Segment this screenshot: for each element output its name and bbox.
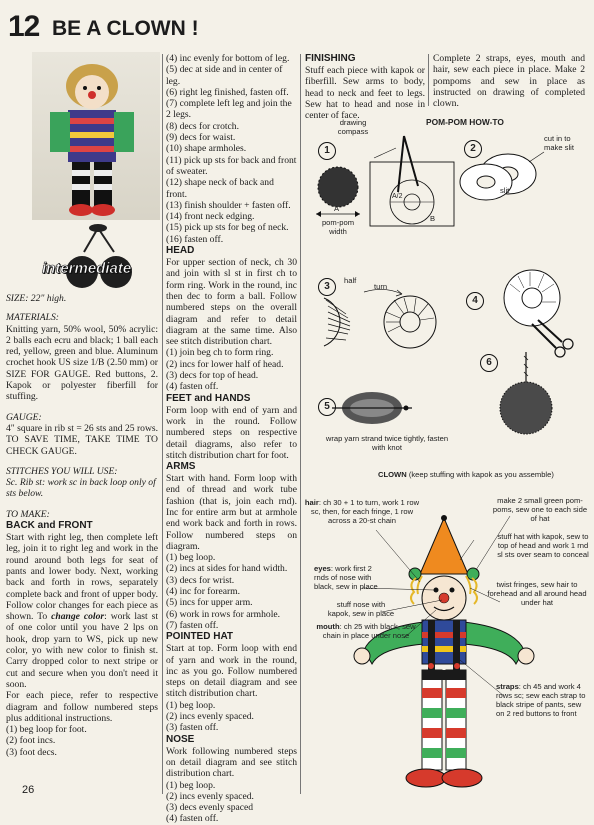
step-badge-1: 1 (318, 142, 336, 160)
finishing-continued (433, 53, 585, 109)
pompom-width-label: pom-pom width (321, 218, 355, 236)
list-item: (13) finish shoulder + fasten off. (166, 199, 291, 211)
cut-in-label: cut in to make slit (544, 134, 574, 152)
column-2 (166, 53, 297, 825)
twist-note: twist fringes, sew hair to forehead and all around head under hat (487, 580, 587, 607)
clown-assembly-diagram (304, 470, 590, 796)
nose-steps-list (166, 780, 297, 825)
size-text: SIZE: 22" high. (6, 293, 67, 304)
list-item: (2) incs evenly spaced. (166, 790, 254, 802)
finishing-text: Stuff each piece with kapok or fiberfill. Sew arms to body, head to neck and feet to legs. Sew hat to head and nose in center of face. (305, 65, 425, 122)
cherries-icon (38, 222, 160, 292)
skill-level-badge (38, 222, 160, 292)
list-item: (7) complete left leg and join the 2 legs. (166, 98, 292, 121)
pattern-number: 12 (8, 10, 40, 43)
pompom-title: POM-POM HOW-TO (426, 117, 504, 127)
step-badge-4: 4 (466, 292, 484, 310)
materials-text: Knitting yarn, 50% wool, 50% acrylic: 2 balls each ecru and black; 1 ball each red, yellow, green and blue. Aluminum crochet hook US size 1/B (2.50 mm) or SIZE FOR GAUGE. Red buttons, 2. Kapok or polyester fiberfill for stuffing. (6, 323, 158, 403)
list-item: (12) shape neck of back and front. (166, 177, 274, 200)
skill-level-label: intermediate (42, 260, 132, 277)
list-item: (1) beg loop. (166, 552, 216, 564)
step-badge-5: 5 (318, 398, 336, 416)
arms-text: Start with hand. Form loop with end of thread and work tube fashion (that is, join each rnd). Inc for entire arm but at armhole end work back and forth in rows. Follow numbered steps on diagram. (166, 473, 297, 552)
to-make-heading: TO MAKE: (6, 508, 50, 520)
mouth-note: mouth: ch 25 with black, sew chain in place under nose (316, 622, 416, 640)
wrap-caption: wrap yarn strand twice tightly, fasten with knot (325, 434, 449, 452)
list-item: (5) incs for upper arm. (166, 597, 253, 609)
list-item: (6) work in rows for armhole. (166, 608, 281, 620)
turn-label: turn (374, 282, 388, 291)
letter-a-label: A (334, 204, 340, 213)
stuff-hat-note: stuff hat with kapok, sew to top of head and work 1 rnd sl sts over seam to conceal (497, 532, 589, 559)
list-item: (16) fasten off. (166, 233, 224, 245)
nose-note: stuff nose with kapok, sew in place (327, 600, 395, 618)
gauge-text: 4" square in rib st = 26 sts and 25 rows. TO SAVE TIME, TAKE TIME TO CHECK GAUGE. (6, 422, 158, 457)
hat-steps-list (166, 700, 297, 734)
list-item: (1) beg loop. (166, 699, 216, 711)
stitches-heading: STITCHES YOU WILL USE: (6, 465, 118, 477)
list-item: (8) decs for crotch. (166, 120, 239, 132)
list-item: (4) fasten off. (166, 381, 219, 393)
materials-heading: MATERIALS: (6, 312, 59, 324)
list-item: (6) right leg finished, fasten off. (166, 86, 289, 98)
clown-title: CLOWN (keep stuffing with kapok as you assemble) (378, 470, 554, 479)
step-badge-3: 3 (318, 278, 336, 296)
page-title: BE A CLOWN ! (52, 17, 199, 40)
list-item: (3) decs for wrist. (166, 574, 235, 586)
finishing-continued-text: Complete 2 straps, eyes, mouth and hair, sew each piece in place. Make 2 pompoms and sew in place as instructed on drawing of completed clown. (433, 53, 585, 110)
head-steps-list (166, 347, 297, 392)
step-badge-2: 2 (464, 140, 482, 158)
head-heading: HEAD (166, 245, 195, 257)
feet-hands-text: Form loop with end of yarn and work in the round. Follow numbered steps on respective detail diagrams, also refer to stitch distribution chart for foot. (166, 404, 297, 461)
list-item: (2) foot incs. (6, 735, 56, 747)
feet-hands-heading: FEET and HANDS (166, 392, 251, 404)
list-item: (11) pick up sts for back and front of sweater. (166, 154, 297, 177)
leg-steps-list (6, 724, 158, 758)
list-item: (15) pick up sts for beg of neck. (166, 222, 289, 234)
list-item: (3) foot decs. (6, 746, 57, 758)
stitches-text: Sc. Rib st: work sc in back loop only of sts below. (6, 477, 156, 500)
each-piece-text: For each piece, refer to respective diagram and follow numbered steps plus additional instructions. (6, 690, 158, 724)
drawing-compass-label: drawing compass (337, 118, 369, 136)
straps-note: straps: ch 45 and work 4 rows sc; sew each strap to black stripe of pants, sew on 2 red buttons to front (496, 682, 586, 718)
body-steps-list (166, 53, 297, 245)
list-item: (3) decs for top of head. (166, 370, 259, 382)
page-header (8, 8, 298, 44)
list-item: (9) decs for waist. (166, 132, 236, 144)
list-item: (14) front neck edging. (166, 211, 255, 223)
list-item: (2) incs at sides for hand width. (166, 563, 288, 575)
list-item: (1) beg loop. (166, 779, 216, 791)
list-item: (5) dec at side and in center of leg. (166, 64, 283, 87)
gauge-heading: GAUGE: (6, 411, 42, 423)
letter-b-label: B (430, 214, 436, 223)
eyes-note: eyes: work first 2 rnds of nose with black, sew in place (314, 564, 378, 591)
list-item: (1) join beg ch to form ring. (166, 347, 274, 359)
slit-label: slit (500, 186, 510, 195)
pompoms-note: make 2 small green pom-poms, sew one to each side of hat (492, 496, 588, 523)
list-item: (1) beg loop for foot. (6, 724, 87, 736)
list-item: (2) incs evenly spaced. (166, 711, 254, 723)
back-front-text: Start with right leg, then complete left leg, join it to right leg and work in the round around both legs for seat of pants and lower body. Next, working back and forth in rows, separately complete back and front of upper body. Follow color changes for each piece as shown. To change color: work last st of one color until you have 2 lps on hook, drop yarn to WS, pick up new color, yo with new color to finish st. Carry dropped color to next stripe or cut and secure when you don't need it soon. (6, 532, 158, 690)
hat-text: Start at top. Form loop with end of yarn and work in the round, inc as you go. Follow numbered steps on detail diagram and see stitch distribution chart. (166, 643, 297, 700)
column-1 (6, 293, 158, 758)
nose-text: Work following numbered steps on detail diagram and see stitch distribution chart. (166, 745, 297, 780)
list-item: (3) decs evenly spaced (166, 802, 254, 814)
clown-photo (32, 52, 160, 220)
arms-steps-list (166, 552, 297, 631)
list-item: (4) inc for forearm. (166, 586, 241, 598)
page-number: 26 (22, 784, 35, 796)
arms-heading: ARMS (166, 461, 196, 473)
nose-heading: NOSE (166, 733, 195, 745)
head-text: For upper section of neck, ch 30 and join with sl st in first ch to form ring. Work in the round, inc then dec to form a ball. Follow numbered steps on the overall diagram and refer to detail diagram at the same time. Also see stitch distribution chart. (166, 257, 297, 348)
list-item: (7) fasten off. (166, 619, 219, 631)
back-front-heading: BACK and FRONT (6, 520, 93, 532)
hair-note: hair: ch 30 + 1 to turn, work 1 row sc, then, for each fringe, 1 row across a 20-st chain (304, 498, 420, 525)
half-label: half (344, 276, 357, 285)
list-item: (10) shape armholes. (166, 143, 247, 155)
step-badge-6: 6 (480, 354, 498, 372)
half-a-label: A/2 (392, 193, 403, 200)
pompom-diagram (304, 112, 590, 472)
list-item: (4) inc evenly for bottom of leg. (166, 53, 290, 64)
list-item: (4) fasten off. (166, 813, 219, 825)
finishing-heading: FINISHING (305, 53, 356, 64)
hat-heading: POINTED HAT (166, 631, 234, 643)
list-item: (2) incs for lower half of head. (166, 358, 284, 370)
list-item: (3) fasten off. (166, 722, 219, 734)
